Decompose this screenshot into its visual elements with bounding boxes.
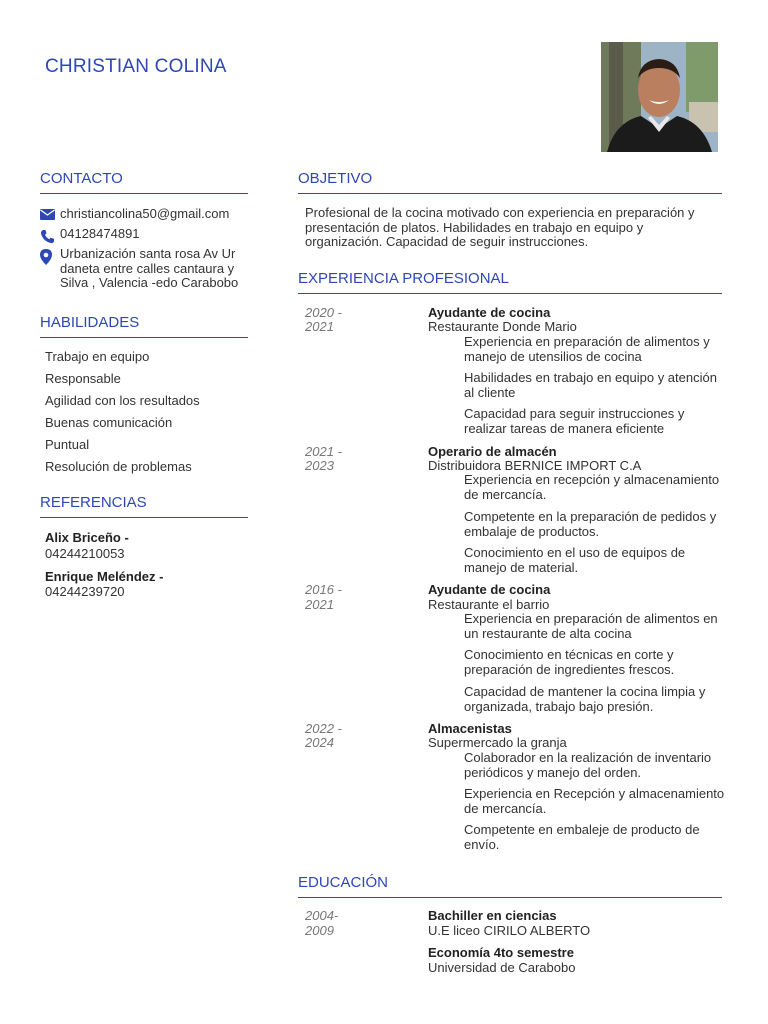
education-title: Economía 4to semestre: [428, 945, 574, 960]
job-bullet: Conocimiento en técnicas en corte y preparación de ingredientes frescos.: [464, 647, 675, 677]
job-date-start: 2021 -: [305, 444, 342, 459]
job-title: Ayudante de cocina: [428, 305, 551, 320]
job-bullet: Competente en embaleje de producto de envío.: [464, 822, 700, 852]
contact-email: [40, 207, 255, 222]
contact-address: [40, 247, 255, 291]
reference-name: Enrique Meléndez -: [45, 569, 164, 584]
job-date-start: 2016 -: [305, 582, 342, 597]
job-bullet: Capacidad para seguir instrucciones y realizar tareas de manera eficiente: [464, 406, 685, 436]
job-company: Restaurante el barrio: [428, 597, 550, 612]
objective-section-title: OBJETIVO: [298, 170, 722, 194]
job-bullet: Experiencia en recepción y almacenamiento de mercancía.: [464, 472, 720, 502]
education-title: Bachiller en ciencias: [428, 908, 557, 923]
job-date-start: 2022 -: [305, 721, 342, 736]
job-bullet: Habilidades en trabajo en equipo y atención al cliente: [464, 370, 717, 400]
job-bullet: Experiencia en Recepción y almacenamiento de mercancía.: [464, 786, 725, 816]
job-bullet: Experiencia en preparación de alimentos en un restaurante de alta cocina: [464, 611, 718, 641]
job-bullet: Capacidad de mantener la cocina limpia y organizada, trabajo bajo presión.: [464, 684, 706, 714]
job-bullet: Colaborador en la realización de inventario periódicos y manejo del orden.: [464, 750, 712, 780]
education-date-end: 2009: [305, 923, 334, 938]
job-bullet: Conocimiento en el uso de equipos de manejo de material.: [464, 545, 686, 575]
skill-item: Responsable: [45, 371, 121, 386]
education-school: Universidad de Carabobo: [428, 960, 576, 975]
profile-photo: [601, 42, 718, 152]
job-date-start: 2020 -: [305, 305, 342, 320]
skill-item: Buenas comunicación: [45, 415, 173, 430]
contact-phone: [40, 227, 255, 244]
job-bullet: Competente en la preparación de pedidos y embalaje de productos.: [464, 509, 717, 539]
skills-section-title: HABILIDADES: [40, 314, 248, 338]
envelope-icon: [40, 207, 60, 222]
job-bullet: Experiencia en preparación de alimentos y manejo de utensilios de cocina: [464, 334, 710, 364]
skill-item: Puntual: [45, 437, 90, 452]
job-date-end: 2021: [305, 319, 334, 334]
skill-item: Trabajo en equipo: [45, 349, 150, 364]
candidate-name: CHRISTIAN COLINA: [45, 56, 227, 77]
job-company: Distribuidora BERNICE IMPORT C.A: [428, 458, 642, 473]
job-date-end: 2023: [305, 458, 334, 473]
reference-phone: 04244239720: [45, 584, 125, 599]
job-company: Restaurante Donde Mario: [428, 319, 577, 334]
education-date-start: 2004-: [305, 908, 339, 923]
job-title: Operario de almacén: [428, 444, 557, 459]
reference-name: Alix Briceño -: [45, 530, 129, 545]
map-pin-icon: [40, 247, 60, 291]
objective-text: Profesional de la cocina motivado con experiencia en preparación y presentación de platos. Habilidades en trabajo en equipo y organización. Capacidad de seguir instrucciones.: [305, 205, 695, 249]
reference-phone: 04244210053: [45, 546, 125, 561]
phone-text: 04128474891: [60, 226, 140, 241]
phone-icon: [40, 227, 60, 244]
email-text[interactable]: christiancolina50@gmail.com: [60, 206, 230, 221]
contact-section-title: CONTACTO: [40, 170, 248, 194]
references-section-title: REFERENCIAS: [40, 494, 248, 518]
education-school: U.E liceo CIRILO ALBERTO: [428, 923, 591, 938]
job-company: Supermercado la granja: [428, 735, 567, 750]
skill-item: Agilidad con los resultados: [45, 393, 200, 408]
job-date-end: 2021: [305, 597, 334, 612]
skill-item: Resolución de problemas: [45, 459, 192, 474]
job-date-end: 2024: [305, 735, 334, 750]
job-title: Ayudante de cocina: [428, 582, 551, 597]
experience-section-title: EXPERIENCIA PROFESIONAL: [298, 270, 722, 294]
job-title: Almacenistas: [428, 721, 512, 736]
education-section-title: EDUCACIÓN: [298, 874, 722, 898]
address-text: Urbanización santa rosa Av Ur daneta entre calles cantaura y Silva , Valencia -edo Carabobo: [60, 246, 239, 290]
